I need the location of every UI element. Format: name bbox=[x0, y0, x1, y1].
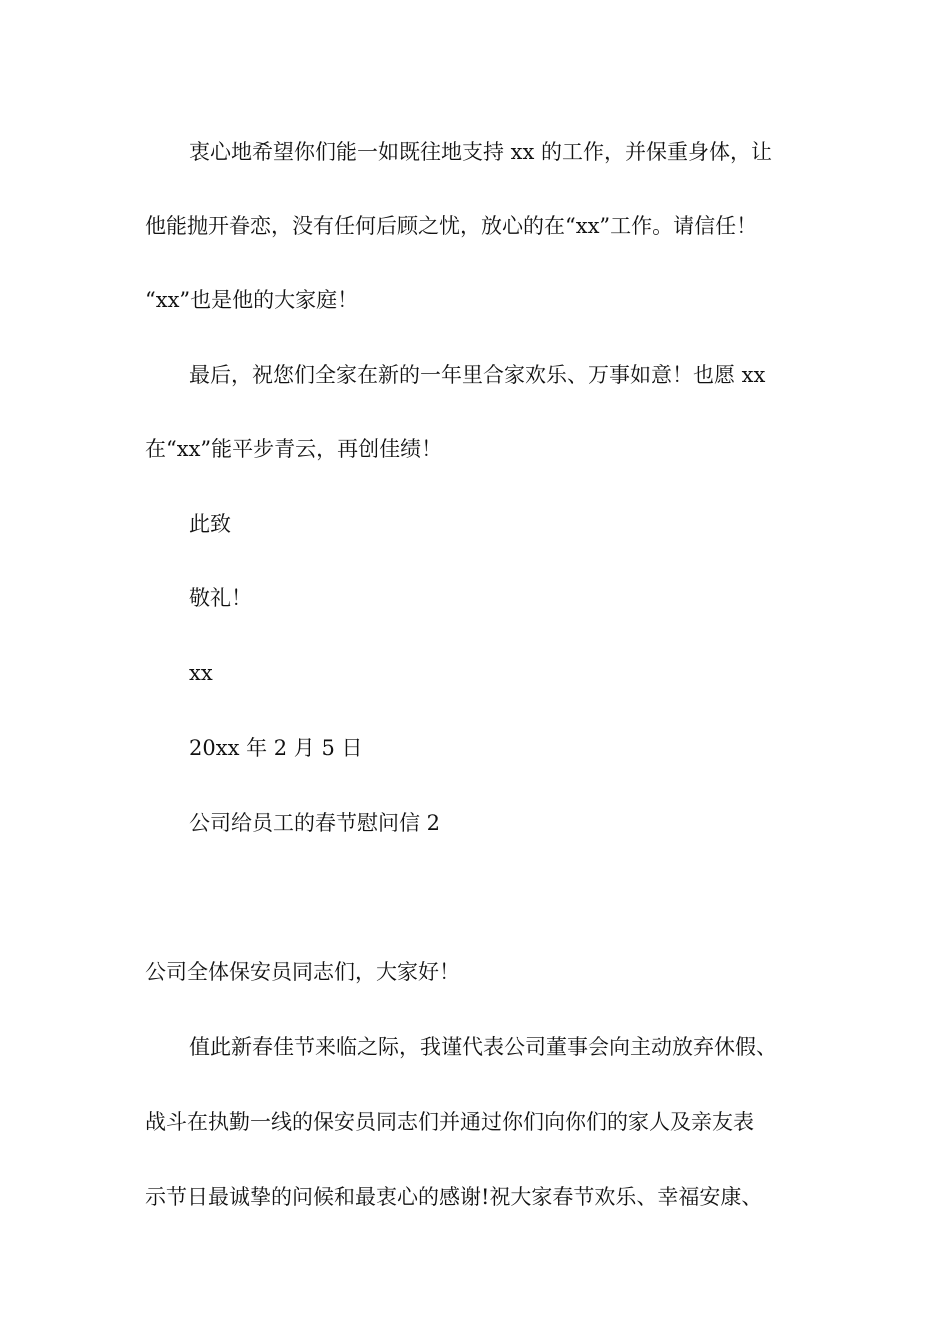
paragraph-line: 衷心地希望你们能一如既往地支持 xx 的工作，并保重身体，让 bbox=[189, 140, 773, 164]
signature-date: 20xx 年 2 月 5 日 bbox=[189, 736, 363, 760]
paragraph-line: 战斗在执勤一线的保安员同志们并通过你们向你们的家人及亲友表 bbox=[145, 1110, 754, 1134]
paragraph-line: 值此新春佳节来临之际，我谨代表公司董事会向主动放弃休假、 bbox=[189, 1035, 777, 1059]
signature-name: xx bbox=[189, 661, 213, 685]
paragraph-line: 在“xx”能平步青云，再创佳绩！ bbox=[145, 437, 443, 461]
section-title: 公司给员工的春节慰问信 2 bbox=[189, 811, 441, 835]
paragraph-line: 示节日最诚挚的问候和最衷心的感谢!祝大家春节欢乐、幸福安康、 bbox=[145, 1185, 763, 1209]
paragraph-line: 最后，祝您们全家在新的一年里合家欢乐、万事如意！也愿 xx bbox=[189, 363, 766, 387]
closing-salutation: 此致 bbox=[189, 512, 231, 536]
letter-greeting: 公司全体保安员同志们，大家好！ bbox=[145, 960, 460, 984]
paragraph-line: “xx”也是他的大家庭！ bbox=[145, 288, 359, 312]
paragraph-line: 他能抛开眷恋，没有任何后顾之忧，放心的在“xx”工作。请信任！ bbox=[145, 214, 758, 238]
closing-regards: 敬礼！ bbox=[189, 586, 252, 610]
